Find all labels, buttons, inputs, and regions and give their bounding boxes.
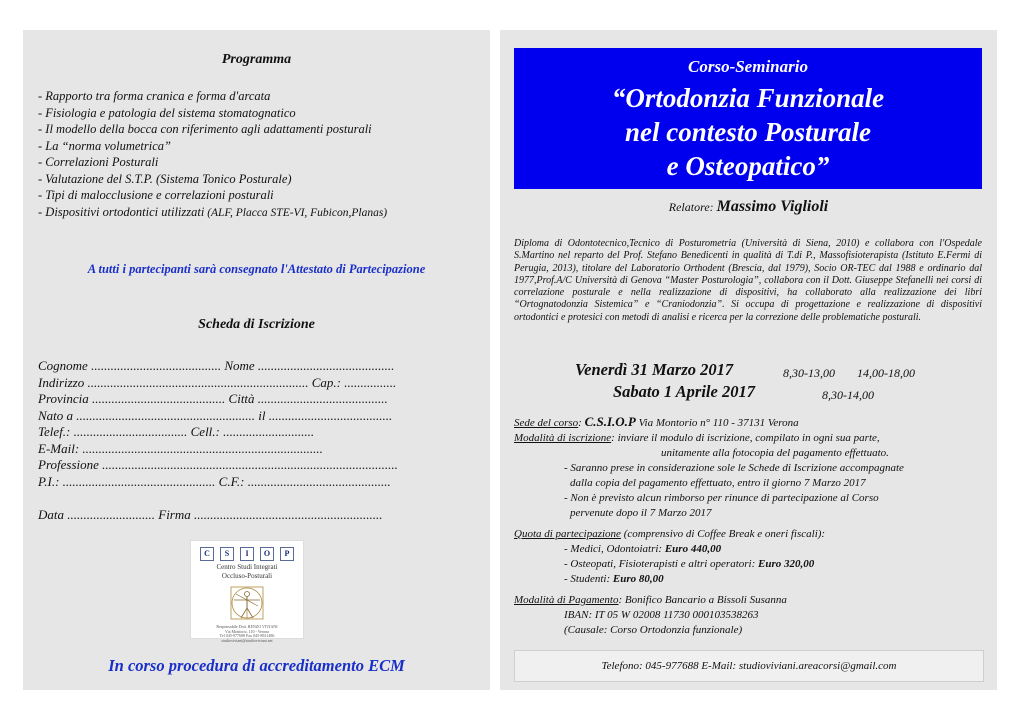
- sede-value: C.S.I.O.P: [584, 414, 636, 429]
- form-line-professione[interactable]: Professione ...........................................................................................: [38, 457, 398, 472]
- form-line-indirizzo[interactable]: Indirizzo .................................................................... Cap.: ................: [38, 374, 397, 390]
- vitruvian-figure-icon: [229, 585, 265, 621]
- iban: IBAN: IT 05 W 02008 11730 000103538263: [564, 609, 759, 621]
- program-item: - Il modello della bocca con riferimento agli adattamenti posturali: [38, 122, 372, 136]
- relatore-name: Massimo Viglioli: [716, 198, 829, 215]
- pagamento-line: [514, 593, 984, 608]
- quota-price: Euro 80,00: [612, 573, 664, 585]
- iscrizione-text-2: unitamente alla fotocopia del pagamento effettuato.: [661, 447, 889, 459]
- quota-item: - Osteopati, Fisioterapisti e altri operatori: Euro 320,00: [564, 558, 815, 570]
- contact-footer: Telefono: 045-977688 E-Mail: studioviviani.areacorsi@gmail.com: [514, 650, 984, 682]
- quota-price: Euro 440,00: [664, 543, 722, 555]
- causale: (Causale: Corso Ortodonzia funzionale): [564, 624, 743, 636]
- quota-label: Quota di partecipazione: [514, 528, 621, 540]
- registration-form: [38, 358, 398, 524]
- program-item: - Valutazione del S.T.P. (Sistema Tonico Posturale): [38, 171, 292, 186]
- date-2-time: 8,30-14,00: [822, 388, 874, 402]
- program-item: - Rapporto tra forma cranica e forma d'arcata: [38, 89, 271, 103]
- program-item: - Tipi di malocclusione e correlazioni posturali: [38, 188, 274, 202]
- banner-title: “Ortodonzia Funzionale nel contesto Posturale e Osteopatico”: [611, 83, 885, 181]
- iscrizione-note: - Non è previsto alcun rimborso per rinunce di partecipazione al Corso: [564, 492, 879, 504]
- form-line-piva[interactable]: P.I.: ............................................... C.F.: ............................................: [38, 473, 391, 489]
- logo-letters: C S I O P: [191, 547, 303, 561]
- date-2: Sabato 1 Aprile 2017: [613, 382, 755, 401]
- sede-line: Sede del corso: C.S.I.O.P Via Montorio n° 110 - 37131 Verona: [514, 414, 799, 429]
- left-panel: [23, 30, 490, 690]
- logo-name: Centro Studi Integrati Occluso-Posturali: [216, 563, 278, 580]
- iscrizione-text: : inviare il modulo di iscrizione, compilato in ogni sua parte,: [611, 432, 880, 444]
- program-item-main: - Dispositivi ortodontici utilizzati: [38, 204, 205, 219]
- date-1: Venerdì 31 Marzo 2017: [575, 360, 734, 379]
- quota-item: - Medici, Odontoiatri: Euro 440,00: [564, 543, 722, 555]
- form-line-provincia[interactable]: Provincia ......................................... Città ........................................: [38, 391, 388, 406]
- program-item-detail: (ALF, Placca STE-VI, Fubicon,Planas): [204, 206, 388, 219]
- relatore-label: Relatore:: [668, 200, 714, 214]
- pagamento-text: : Bonifico Bancario a Bissoli Susanna: [618, 594, 787, 606]
- iscrizione-note: dalla copia del pagamento effettuato, entro il giorno 7 Marzo 2017: [570, 477, 866, 489]
- program-title: Programma: [221, 52, 292, 67]
- title-banner: [514, 48, 982, 189]
- iscrizione-label: Modalità di iscrizione: [514, 432, 612, 444]
- iscrizione-line: [514, 431, 984, 446]
- right-panel: [500, 30, 997, 690]
- banner-subtitle: Corso-Seminario: [688, 57, 808, 76]
- sede-address: Via Montorio n° 110 - 37131 Verona: [638, 417, 799, 429]
- course-info: [514, 414, 984, 638]
- pagamento-label: Modalità di Pagamento: [514, 594, 619, 606]
- program-item: - Correlazioni Posturali: [38, 155, 159, 169]
- form-title: Scheda di Iscrizione: [198, 317, 315, 332]
- iscrizione-note: pervenute dopo il 7 Marzo 2017: [570, 507, 712, 519]
- quota-item: - Studenti: Euro 80,00: [564, 573, 664, 585]
- program-list: [38, 88, 387, 221]
- logo-address: Responsabile Dott. RENZO VIVIANI Via Montorio, 110 - Verona Tel 045-977688 Fax 045-8921486 studioviviani@studioviviani.net: [216, 624, 278, 643]
- quota-text: (comprensivo di Coffee Break e oneri fiscali):: [620, 528, 826, 540]
- quota-line: [514, 527, 984, 542]
- form-line-nato[interactable]: Nato a ....................................................... il ......................................: [38, 407, 393, 423]
- ecm-notice: In corso procedura di accreditamento ECM: [108, 656, 405, 675]
- quota-price: Euro 320,00: [758, 558, 815, 570]
- iscrizione-note: - Saranno prese in considerazione sole le Schede di Iscrizione accompagnate: [564, 462, 904, 474]
- form-line-email[interactable]: E-Mail: ..........................................................................: [38, 440, 323, 456]
- form-line-data-firma[interactable]: Data ........................... Firma ..........................................................: [38, 507, 383, 522]
- program-item: [38, 204, 387, 222]
- form-line-telefono[interactable]: Telef.: ................................... Cell.: ............................: [38, 424, 315, 439]
- relatore: [500, 198, 997, 216]
- relatore-bio: Diploma di Odontotecnico,Tecnico di Posturometria (Università di Siena, 2010) e collabora con l'Ospedale S.Martino nel reparto del Prof. Stefano Benedicenti in qualità di T.di P., Massofisioterapista (Istituto E.Fermi di Perugia, 2013), titolare del Laboratorio Orthodent (Brescia, dal 1979), Socio OR-TEC dal 1988 e ordinario dal 1977,Prof.A/C Università di Genova “Master Posturologia”, collabora con il Dott. Giuseppe Stefanelli nei corsi di correlazione posturale e nella realizzazione di dispositivi, ha collaborato alla realizzazione dei libri “Ortognatodonzia Sistemica” e “Craniodonzia”. Si occupa di progettazione e realizzazione di dispositivi ortodontici e protesici con metodi di analisi e ricerca per la correzione delle problematiche posturali.: [514, 238, 982, 323]
- form-line-cognome[interactable]: Cognome ........................................ Nome ..........................................: [38, 358, 395, 373]
- program-item: - La “norma volumetrica”: [38, 138, 171, 153]
- csiop-logo: [190, 540, 304, 643]
- sede-label: Sede del corso: [514, 417, 579, 429]
- attestato-notice: A tutti i partecipanti sarà consegnato l'Attestato di Partecipazione: [87, 262, 426, 276]
- date-1-time-b: 14,00-18,00: [857, 366, 915, 380]
- program-item: - Fisiologia e patologia del sistema stomatognatico: [38, 105, 296, 120]
- date-1-time-a: 8,30-13,00: [783, 366, 835, 380]
